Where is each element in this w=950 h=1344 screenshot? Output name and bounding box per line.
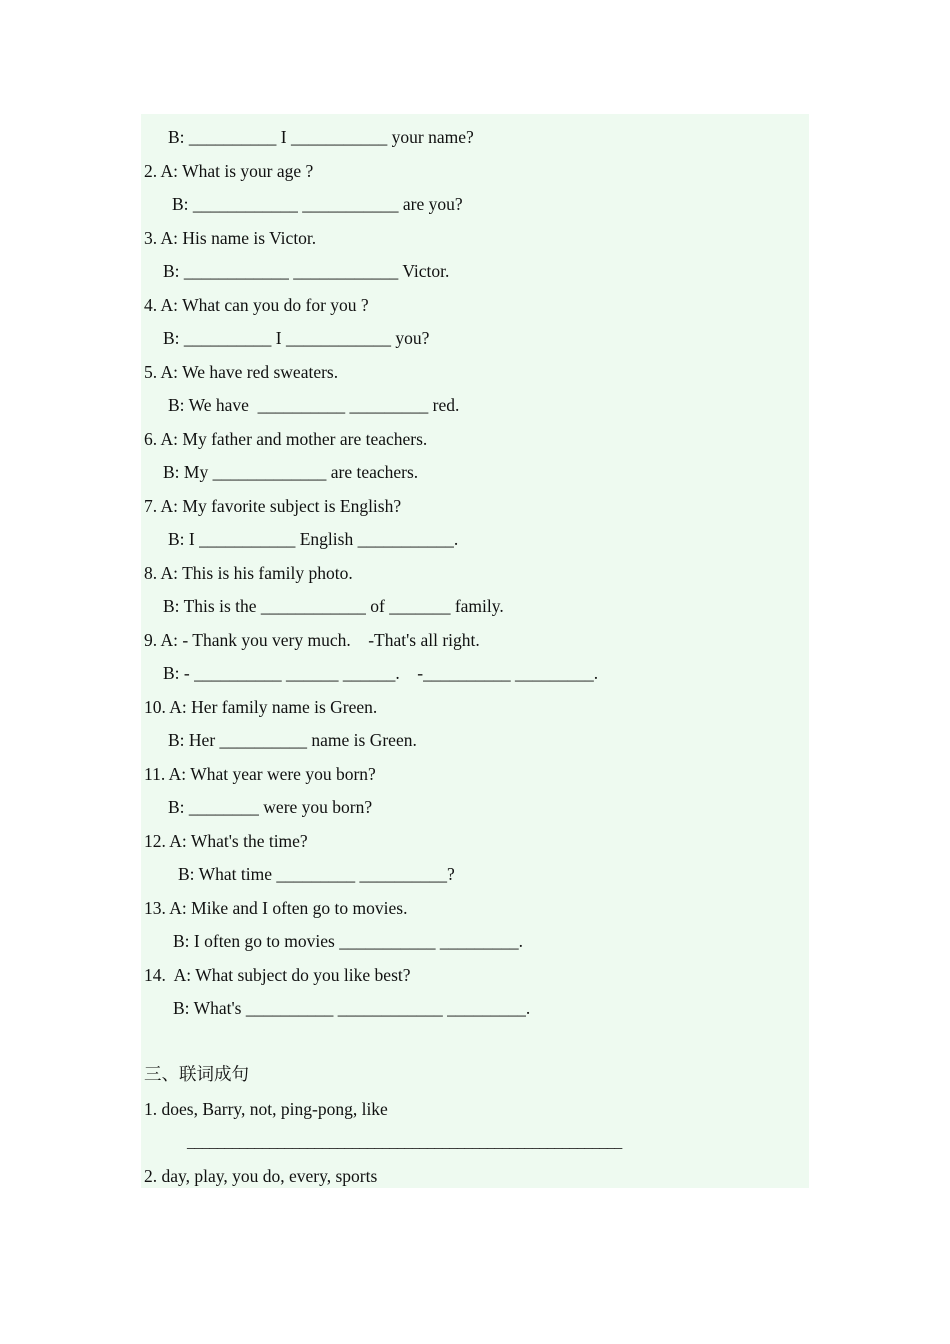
qa-line-10a: 10. A: Her family name is Green.	[144, 697, 378, 717]
qa-line-6b: B: My _____________ are teachers.	[163, 462, 419, 482]
worksheet-panel	[141, 114, 809, 1188]
qa-line-12b: B: What time _________ __________?	[178, 864, 455, 884]
qa-line-4b: B: __________ I ____________ you?	[163, 328, 430, 348]
qa-line-3b: B: ____________ ____________ Victor.	[163, 261, 450, 281]
qa-line-7b: B: I ___________ English ___________.	[168, 529, 459, 549]
qa-line-14b: B: What's __________ ____________ _________.	[173, 998, 531, 1018]
qa-line-6a: 6. A: My father and mother are teachers.	[144, 429, 428, 449]
qa-line-10b: B: Her __________ name is Green.	[168, 730, 417, 750]
section-3-answer-line: __________________________________________________________	[187, 1134, 622, 1151]
section-3-item-2: 2. day, play, you do, every, sports	[144, 1166, 378, 1186]
qa-line-13a: 13. A: Mike and I often go to movies.	[144, 898, 408, 918]
qa-line-8a: 8. A: This is his family photo.	[144, 563, 353, 583]
qa-line-1b: B: __________ I ___________ your name?	[168, 127, 474, 147]
qa-line-5a: 5. A: We have red sweaters.	[144, 362, 339, 382]
section-3-item-1: 1. does, Barry, not, ping-pong, like	[144, 1099, 388, 1119]
qa-line-8b: B: This is the ____________ of _______ family.	[163, 596, 504, 616]
qa-line-12a: 12. A: What's the time?	[144, 831, 308, 851]
qa-line-5b: B: We have __________ _________ red.	[168, 395, 460, 415]
qa-line-11a: 11. A: What year were you born?	[144, 764, 376, 784]
qa-line-11b: B: ________ were you born?	[168, 797, 373, 817]
qa-line-14a: 14. A: What subject do you like best?	[144, 965, 411, 985]
qa-line-7a: 7. A: My favorite subject is English?	[144, 496, 402, 516]
qa-line-9a: 9. A: - Thank you very much. -That's all right.	[144, 630, 480, 650]
qa-line-3a: 3. A: His name is Victor.	[144, 228, 317, 248]
qa-line-13b: B: I often go to movies ___________ _________.	[173, 931, 523, 951]
qa-line-4a: 4. A: What can you do for you ?	[144, 295, 369, 315]
qa-line-9b: B: - __________ ______ ______. -__________ _________.	[163, 663, 599, 683]
qa-line-2a: 2. A: What is your age ?	[144, 161, 314, 181]
section-3-heading: 三、联词成句	[144, 1064, 249, 1084]
qa-line-2b: B: ____________ ___________ are you?	[172, 194, 463, 214]
